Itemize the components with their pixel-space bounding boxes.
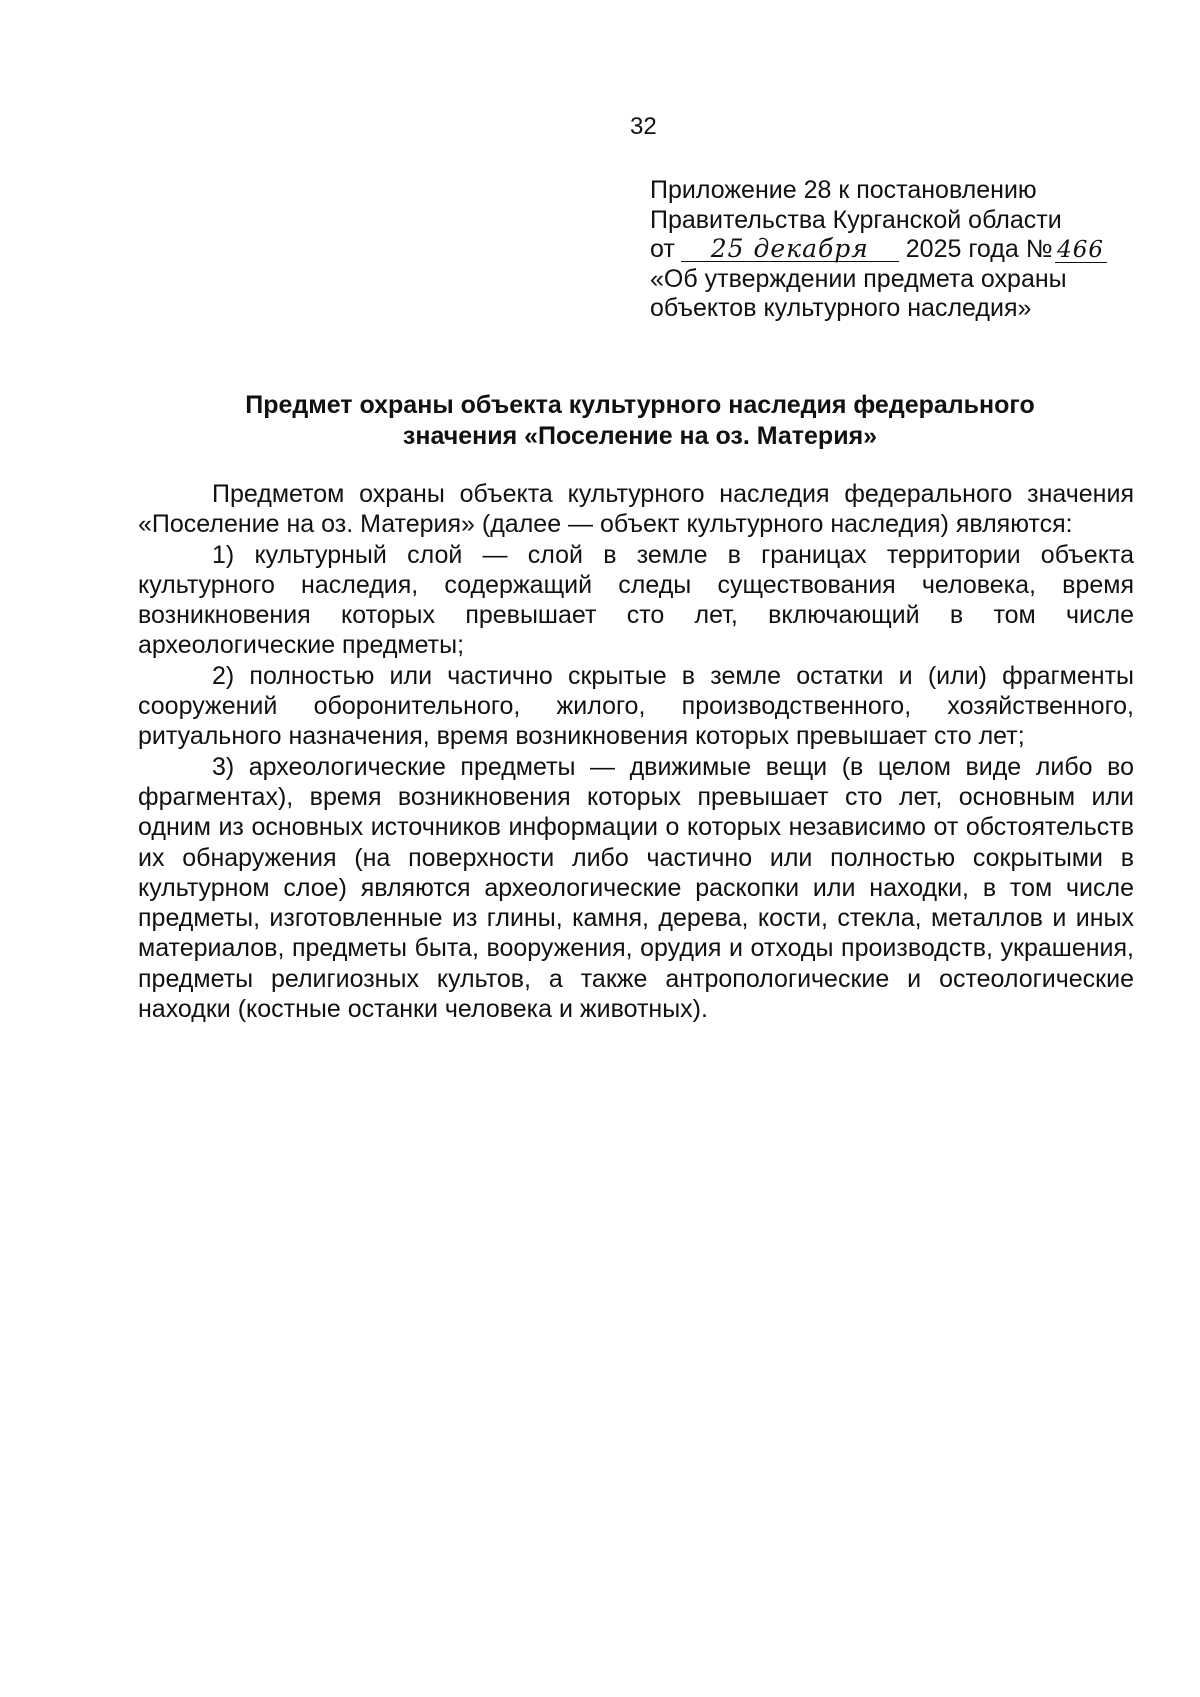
appendix-line-2: Правительства Курганской области bbox=[650, 205, 1062, 234]
appendix-date-line bbox=[650, 235, 1130, 265]
paragraph-item-3: 3) археологические предметы — движимые вещи (в целом виде либо во фрагментах), время возникновения которых превышает сто лет, основным или одним из основных источников информации о которых независимо от обстоятельств их обнаружения (на поверхности либо частично или полностью сокрытыми в культурном слое) являются археологические раскопки или находки, в том числе предметы, изготовленные из глины, камня, дерева, кости, стекла, металлов и иных материалов, предметы быта, вооружения, орудия и отходы производств, украшения, предметы религиозных культов, а также антропологические и остеологические находки (костные останки человека и животных). bbox=[138, 752, 1134, 1024]
year-text: 2025 года № bbox=[905, 235, 1053, 263]
document-title bbox=[130, 390, 1150, 452]
date-prefix: от bbox=[650, 235, 675, 263]
paragraph-item-1: 1) культурный слой — слой в земле в границах территории объекта культурного наследия, содержащий следы существования человека, время возникновения которых превышает сто лет, включающий в том числе археологические предметы; bbox=[138, 540, 1134, 660]
appendix-line-5: объектов культурного наследия» bbox=[650, 294, 1032, 322]
document-body bbox=[138, 479, 1134, 1024]
appendix-line-1: Приложение 28 к постановлению bbox=[650, 176, 1037, 204]
paragraph-intro: Предметом охраны объекта культурного наследия федерального значения «Поселение на оз. Материя» (далее — объект культурного наследия) являются: bbox=[138, 480, 1134, 539]
handwritten-date: 25 декабря bbox=[681, 237, 899, 262]
title-line-1: Предмет охраны объекта культурного наследия федерального bbox=[245, 391, 1035, 419]
appendix-header bbox=[650, 176, 1130, 324]
title-line-2: значения «Поселение на оз. Материя» bbox=[402, 422, 878, 450]
page-number: 32 bbox=[630, 113, 657, 140]
paragraph-item-2: 2) полностью или частично скрытые в земле остатки и (или) фрагменты сооружений оборонительного, жилого, производственного, хозяйственного, ритуального назначения, время возникновения которых превышает сто лет; bbox=[138, 661, 1134, 751]
handwritten-number: 466 bbox=[1055, 238, 1107, 263]
appendix-line-4: «Об утверждении предмета охраны bbox=[650, 264, 1067, 293]
